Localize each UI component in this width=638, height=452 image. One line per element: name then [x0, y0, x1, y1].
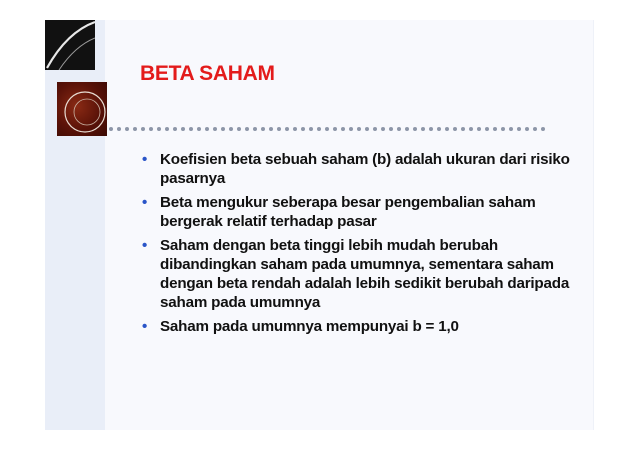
divider-dot: [341, 127, 345, 131]
divider-dot: [165, 127, 169, 131]
divider-dot: [509, 127, 513, 131]
divider-dot: [429, 127, 433, 131]
bullet-item: [140, 236, 580, 312]
divider-dot: [517, 127, 521, 131]
divider-dot: [445, 127, 449, 131]
divider-dot: [197, 127, 201, 131]
divider-dot: [173, 127, 177, 131]
divider-dot: [317, 127, 321, 131]
bullet-text: Koefisien beta sebuah saham (b) adalah ukuran dari risiko pasarnya: [160, 151, 570, 187]
divider-dot: [301, 127, 305, 131]
divider-dot: [293, 127, 297, 131]
divider-dot: [269, 127, 273, 131]
divider-dot: [453, 127, 457, 131]
divider-dot: [109, 127, 113, 131]
divider-dot: [125, 127, 129, 131]
divider-dot: [493, 127, 497, 131]
divider-dot: [141, 127, 145, 131]
divider-dot: [205, 127, 209, 131]
divider-dot: [381, 127, 385, 131]
divider-dot: [237, 127, 241, 131]
divider-dot: [413, 127, 417, 131]
divider-dot: [213, 127, 217, 131]
bullet-item: [140, 150, 580, 188]
divider-dot: [133, 127, 137, 131]
divider-dot: [373, 127, 377, 131]
divider-dot: [389, 127, 393, 131]
divider-dot: [261, 127, 265, 131]
divider-dot: [437, 127, 441, 131]
bullet-marker: •: [142, 151, 148, 168]
slide-title: BETA SAHAM: [140, 62, 275, 85]
divider-dot: [397, 127, 401, 131]
bullet-marker: •: [142, 237, 148, 254]
divider-dot: [325, 127, 329, 131]
divider-dot: [421, 127, 425, 131]
divider-dot: [525, 127, 529, 131]
divider-dot: [485, 127, 489, 131]
bullet-marker: •: [142, 318, 148, 335]
divider-dot: [333, 127, 337, 131]
divider-dot: [469, 127, 473, 131]
arc-icon: [45, 20, 95, 70]
bullet-item: [140, 317, 580, 336]
divider-dot: [357, 127, 361, 131]
divider-dot: [253, 127, 257, 131]
divider-dot: [349, 127, 353, 131]
divider-dot: [229, 127, 233, 131]
divider-dot: [285, 127, 289, 131]
bullet-text: Saham dengan beta tinggi lebih mudah berubah dibandingkan saham pada umumnya, sementara saham dengan beta rendah adalah lebih sedikit berubah daripada saham pada umumnya: [160, 237, 570, 311]
divider-dot: [365, 127, 369, 131]
divider-dot: [405, 127, 409, 131]
bullet-text: Saham pada umumnya mempunyai b = 1,0: [160, 318, 459, 335]
divider-dot: [309, 127, 313, 131]
divider-dot: [277, 127, 281, 131]
bullet-list: [140, 150, 580, 341]
divider-dot: [245, 127, 249, 131]
bullet-item: [140, 193, 580, 231]
divider-dot: [117, 127, 121, 131]
divider-dot: [181, 127, 185, 131]
decorative-arc-graphic: [45, 20, 95, 70]
divider-dot: [461, 127, 465, 131]
divider-dot: [189, 127, 193, 131]
divider-dot: [541, 127, 545, 131]
divider-dot: [533, 127, 537, 131]
divider-dot: [157, 127, 161, 131]
circles-icon: [57, 82, 107, 136]
divider-dot: [501, 127, 505, 131]
divider-dot: [149, 127, 153, 131]
decorative-brown-graphic: [57, 82, 107, 136]
divider-dot: [221, 127, 225, 131]
dotted-divider: [108, 124, 548, 134]
bullet-text: Beta mengukur seberapa besar pengembalian saham bergerak relatif terhadap pasar: [160, 194, 536, 230]
divider-dot: [477, 127, 481, 131]
bullet-marker: •: [142, 194, 148, 211]
